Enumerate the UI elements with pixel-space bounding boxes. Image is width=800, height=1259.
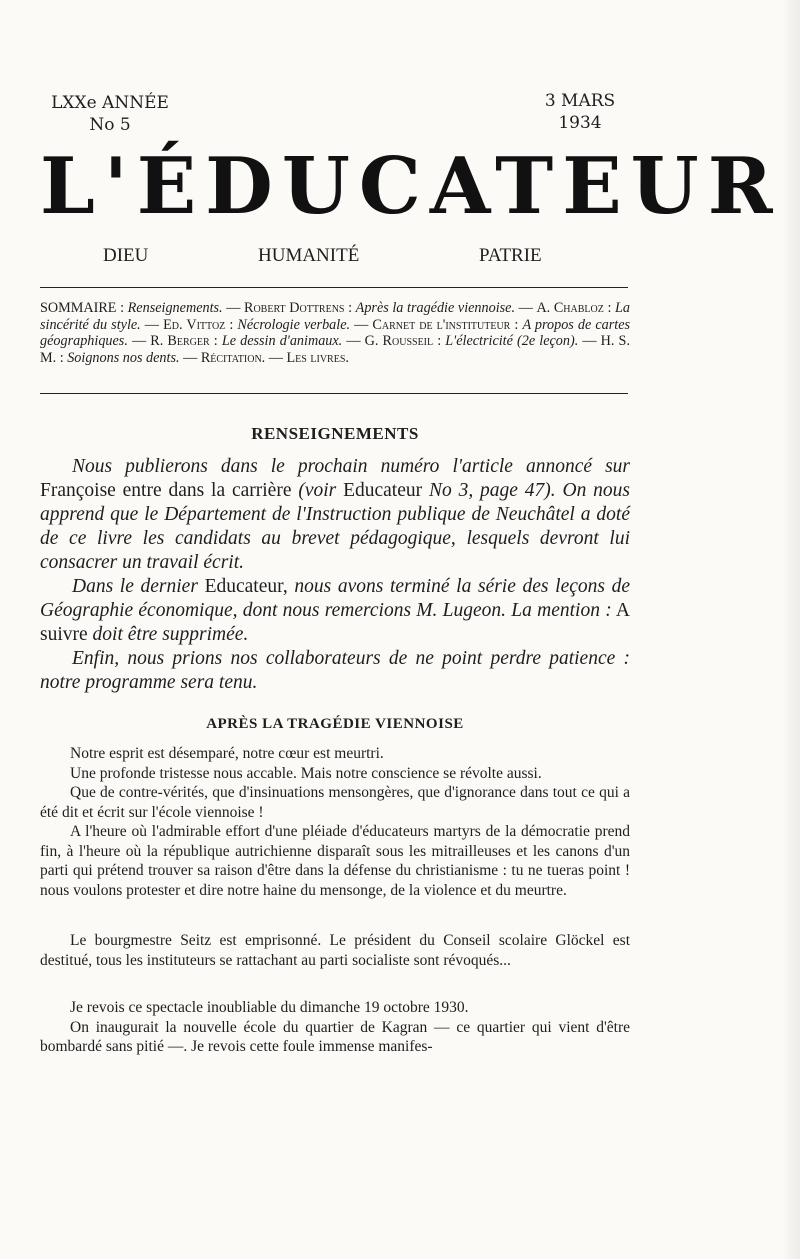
toc-author: G. Rousseil :: [364, 333, 442, 349]
paragraph: [40, 575, 630, 647]
text-span: A suivre: [40, 600, 630, 645]
issue-day-month: 3 MARS: [544, 91, 616, 111]
text-span: Educateur,: [204, 576, 288, 597]
section-heading: RENSEIGNEMENTS: [251, 424, 419, 443]
issue-date: [520, 90, 640, 134]
text-span: Françoise entre dans la carrière: [40, 480, 292, 501]
renseignements-section: [40, 455, 630, 695]
paragraph: Notre esprit est désemparé, notre cœur est meurtri.: [70, 745, 384, 762]
text-span: On nous apprend que le Département de l'Instruction publique de Neuchâtel a doté de ce livre les candidats au brevet pédagogique, lesquels devront lui consacrer un travail écrit.: [40, 480, 631, 573]
paragraph: Le bourgmestre Seitz est emprisonné. Le président du Conseil scolaire Glöckel est destitué, tous les instituteurs se rattachant au parti socialiste sont révoqués...: [40, 932, 630, 969]
paragraph: On inaugurait la nouvelle école du quartier de Kagran — ce quartier qui vient d'être bombardé sans pitié —. Je revois cette foule immense manifes-: [40, 1018, 630, 1055]
table-of-contents: SOMMAIRE : Renseignements. — Robert Dottrens : Après la tragédie viennoise. — A. Chabloz : La sincérité du style. — Ed. Vittoz : Nécrologie verbale. — Carnet de l'instituteur : A propos de cartes géographiques. — R. Berger : Le dessin d'animaux. — G. Rousseil : L'électricité (2e leçon). — H. S. M. : Soignons nos dents. — Récitation. — Les livres.: [40, 300, 631, 366]
toc-title: Renseignements.: [127, 300, 223, 316]
issue-year: 1934: [558, 113, 602, 133]
toc-author: Ed. Vittoz :: [163, 316, 234, 333]
toc-author: A. Chabloz :: [536, 300, 612, 316]
paragraph: Une profonde tristesse nous accable. Mais notre conscience se révolte aussi.: [70, 764, 542, 782]
paragraph: Que de contre-vérités, que d'insinuations mensongères, que d'ignorance dans tout ce qui a été dit et écrit sur l'école viennoise !: [40, 784, 630, 821]
toc-title: A propos de cartes géographiques.: [40, 316, 631, 349]
divider: [40, 393, 628, 394]
text-span: Nous publierons dans le prochain numéro l'article annoncé sur: [72, 456, 630, 477]
page-edge-shadow: [782, 0, 800, 1259]
text-span: (voir: [298, 480, 337, 501]
toc-title: Après la tragédie viennoise.: [355, 300, 516, 316]
paragraph: Je revois ce spectacle inoubliable du dimanche 19 octobre 1930.: [70, 999, 469, 1016]
divider: [40, 287, 628, 288]
toc-title: La sincérité du style.: [40, 300, 630, 333]
toc-author: Carnet de l'instituteur :: [372, 316, 519, 333]
toc-title: Le dessin d'animaux.: [221, 333, 343, 349]
toc-author: R. Berger :: [150, 333, 218, 349]
masthead-title: L'ÉDUCATEUR: [40, 141, 782, 232]
toc-author: Robert Dottrens :: [244, 300, 353, 316]
article-paragraph-group: [40, 998, 630, 1057]
toc-title: Nécrologie verbale.: [237, 316, 351, 333]
text-span: doit être supprimée.: [92, 624, 249, 645]
text-span: Enfin, nous prions nos collaborateurs de ne point perdre patience : notre programme sera tenu.: [40, 648, 630, 693]
toc-title: Soignons nos dents.: [67, 349, 180, 366]
volume-year: LXXe ANNÉE: [51, 93, 169, 113]
paragraph: [40, 455, 630, 575]
toc-author: Les livres.: [286, 349, 349, 366]
sommaire-label: SOMMAIRE :: [40, 300, 125, 316]
paragraph: A l'heure où l'admirable effort d'une pléiade d'éducateurs martyrs de la démocratie prend fin, à l'heure où la république autrichienne disparaît sous les mitrailleuses et les canons d'un parti qui prétend trouver sa raison d'être dans la défense du christianisme : tu ne tueras point ! nous voulons protester et dire notre haine du mensonge, de la violence et du meurtre.: [40, 823, 630, 899]
motto-word: HUMANITÉ: [258, 245, 360, 266]
article-paragraph-group: [40, 744, 630, 900]
text-span: nous avons terminé la série des leçons de Géographie économique, dont nous remercions M. Lugeon. La mention :: [40, 576, 631, 621]
toc-title: L'électricité (2e leçon).: [445, 333, 579, 349]
text-span: No 3, page 47).: [428, 480, 556, 501]
motto-word: DIEU: [103, 245, 149, 266]
toc-author: Récitation.: [200, 349, 266, 366]
motto-word: PATRIE: [479, 245, 542, 266]
text-span: Dans le dernier: [72, 576, 198, 597]
text-span: Educateur: [343, 480, 423, 501]
issue-info: [40, 92, 240, 136]
paragraph: [40, 647, 630, 695]
article-heading: APRÈS LA TRAGÉDIE VIENNOISE: [206, 716, 464, 732]
toc-author: H. S. M. :: [40, 333, 630, 366]
article-paragraph-group: [40, 931, 630, 970]
issue-number: No 5: [89, 115, 131, 135]
